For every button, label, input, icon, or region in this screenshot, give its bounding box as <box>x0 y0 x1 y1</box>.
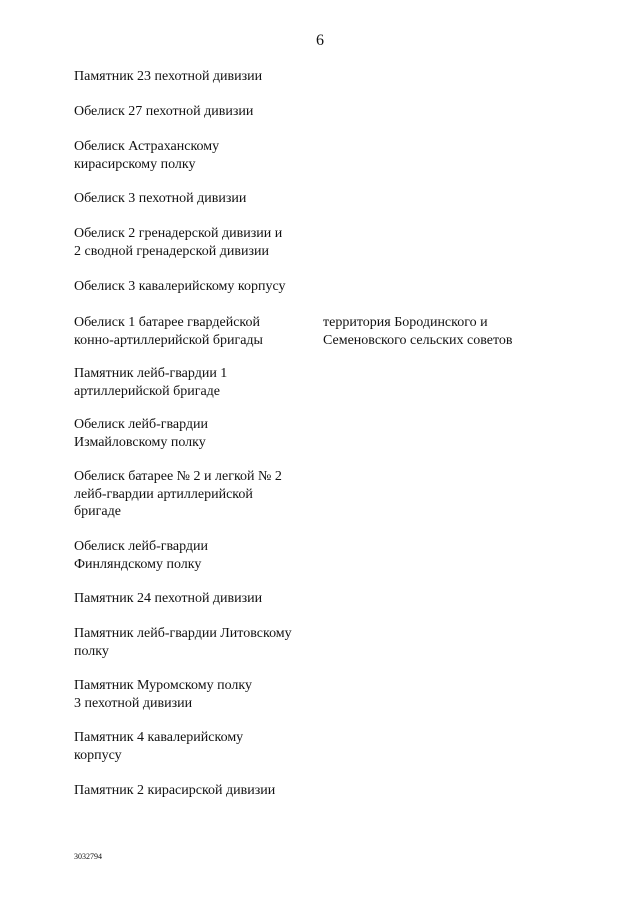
monument-item: Памятник 4 кавалерийскому корпусу <box>74 730 244 763</box>
monument-item: Обелиск 3 кавалерийскому корпусу <box>74 279 286 294</box>
monument-item: Обелиск Астраханскому кирасирскому полку <box>74 139 220 172</box>
monument-item: Памятник 23 пехотной дивизии <box>74 69 263 84</box>
monument-item: Обелиск лейб-гвардии Измайловскому полку <box>74 417 209 450</box>
monument-item: Обелиск лейб-гвардии Финляндскому полку <box>74 539 209 572</box>
monument-item: Обелиск 1 батарее гвардейской конно-артиллерийской бригады <box>74 315 263 348</box>
monument-item: Обелиск 3 пехотной дивизии <box>74 191 247 206</box>
monument-item: Обелиск 2 гренадерской дивизии и 2 сводной гренадерской дивизии <box>74 226 283 259</box>
document-code: 3032794 <box>74 852 102 861</box>
monument-item: Памятник Муромскому полку 3 пехотной дивизии <box>74 678 253 711</box>
monument-item: Памятник лейб-гвардии 1 артиллерийской бригаде <box>74 366 228 399</box>
monument-item: Памятник 2 кирасирской дивизии <box>74 783 276 798</box>
page-number: 6 <box>316 32 324 49</box>
territory-cell: территория Бородинского и Семеновского сельских советов <box>323 315 513 348</box>
monument-item: Памятник 24 пехотной дивизии <box>74 591 263 606</box>
monument-item: Обелиск батарее № 2 и легкой № 2 лейб-гвардии артиллерийской бригаде <box>74 469 282 519</box>
monument-item: Обелиск 27 пехотной дивизии <box>74 104 254 119</box>
monument-item: Памятник лейб-гвардии Литовскому полку <box>74 626 292 659</box>
